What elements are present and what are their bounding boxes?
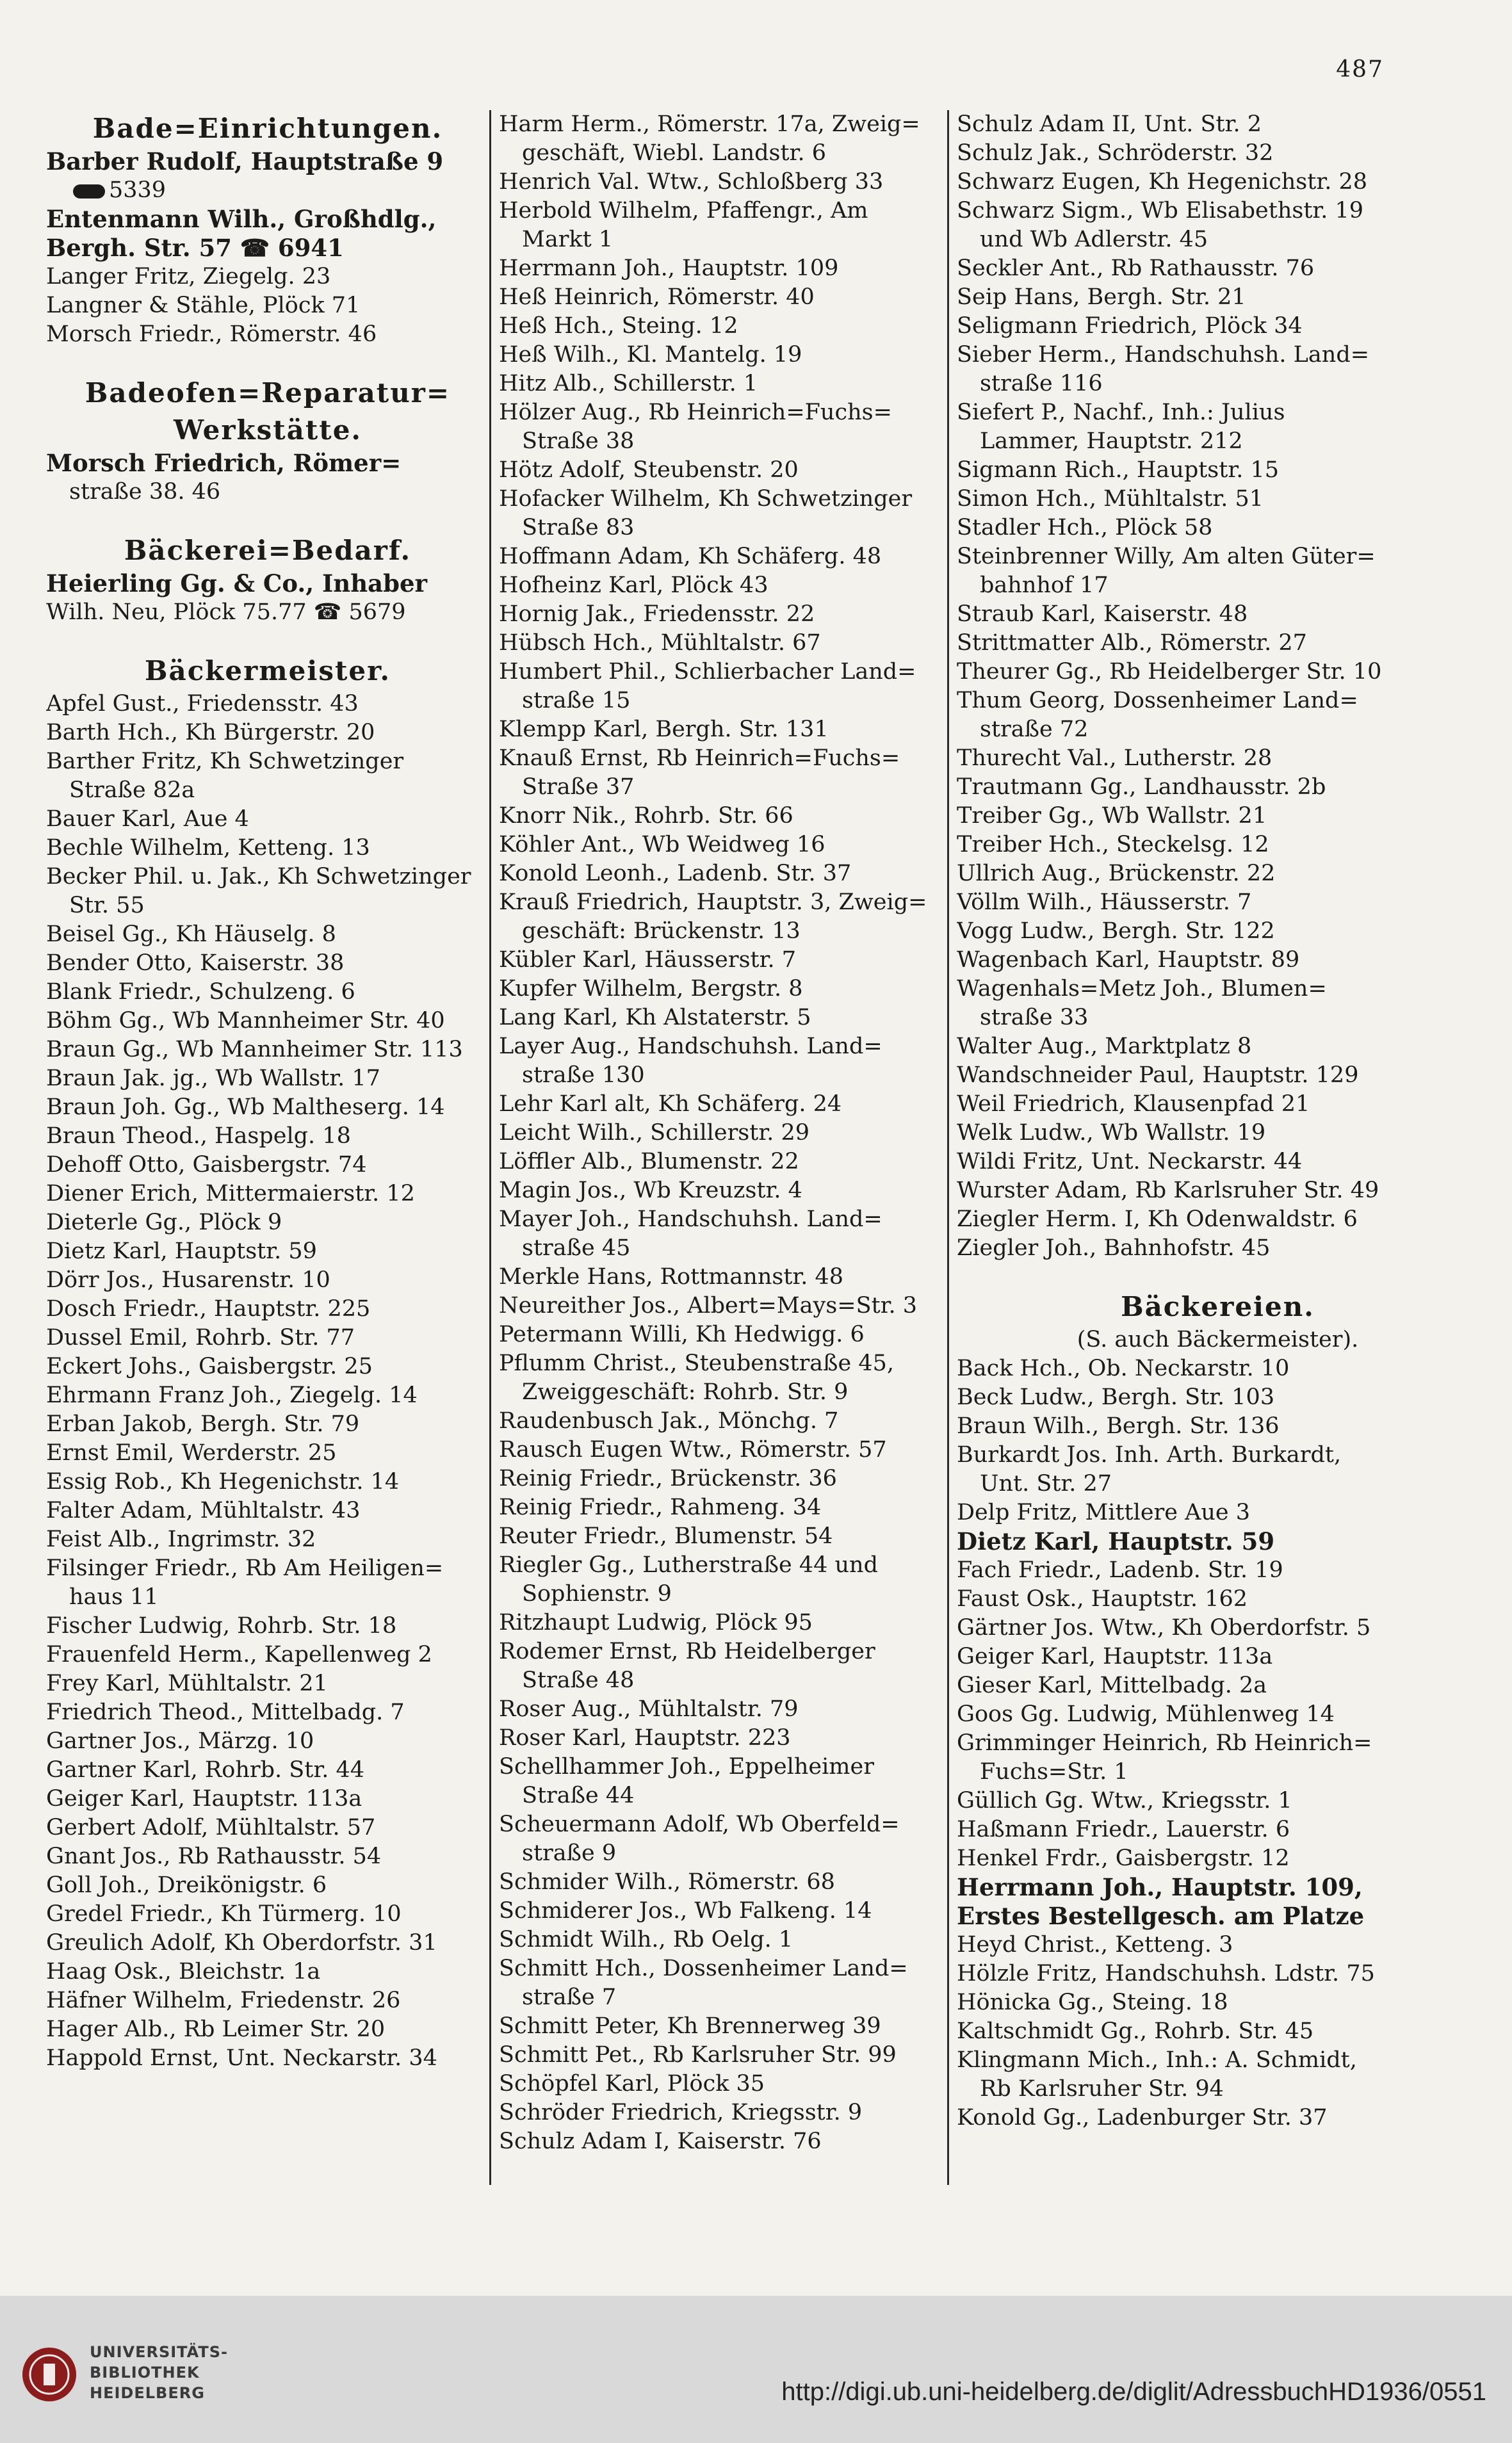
university-seal-icon [20, 2346, 78, 2403]
directory-entry: Seckler Ant., Rb Rathausstr. 76 [957, 256, 1315, 281]
section-heading: Bäckereien. [1121, 1291, 1315, 1322]
directory-entry-continuation: geschäft: Brückenstr. 13 [522, 918, 801, 944]
directory-entry: Reinig Friedr., Brückenstr. 36 [499, 1466, 837, 1491]
directory-entry: Haag Osk., Bleichstr. 1a [46, 1959, 321, 1984]
directory-entry: Beck Ludw., Bergh. Str. 103 [957, 1384, 1275, 1410]
directory-entry-continuation: Straße 44 [522, 1783, 635, 1808]
directory-entry: Stadler Hch., Plöck 58 [957, 515, 1213, 540]
directory-entry: Klempp Karl, Bergh. Str. 131 [499, 717, 829, 742]
directory-entry: Ziegler Herm. I, Kh Odenwaldstr. 6 [957, 1206, 1358, 1232]
directory-entry-highlighted: Dietz Karl, Hauptstr. 59 [957, 1527, 1275, 1555]
directory-entry: Roser Karl, Hauptstr. 223 [499, 1725, 791, 1751]
directory-entry-continuation: Markt 1 [522, 227, 614, 252]
directory-entry: Schulz Adam II, Unt. Str. 2 [957, 111, 1262, 137]
section-heading: Badeofen=Reparatur= [85, 377, 451, 409]
directory-entry: Feist Alb., Ingrimstr. 32 [46, 1527, 316, 1552]
directory-entry: Hoffmann Adam, Kh Schäferg. 48 [499, 544, 882, 569]
directory-entry: Klingmann Mich., Inh.: A. Schmidt, [957, 2047, 1357, 2073]
directory-entry: Gartner Jos., Märzg. 10 [46, 1728, 314, 1754]
directory-entry: Kübler Karl, Häusserstr. 7 [499, 947, 797, 973]
directory-entry: Herrmann Joh., Hauptstr. 109 [499, 256, 839, 281]
directory-entry: Braun Jak. jg., Wb Wallstr. 17 [46, 1066, 380, 1091]
directory-entry: Reuter Friedr., Blumenstr. 54 [499, 1523, 833, 1549]
directory-entry: Treiber Hch., Steckelsg. 12 [957, 832, 1269, 857]
directory-entry: Strittmatter Alb., Römerstr. 27 [957, 630, 1307, 656]
directory-entry: Dosch Friedr., Hauptstr. 225 [46, 1296, 371, 1322]
directory-entry: Heyd Christ., Ketteng. 3 [957, 1932, 1233, 1958]
directory-entry: Filsinger Friedr., Rb Am Heiligen= [46, 1555, 444, 1581]
directory-entry: Seligmann Friedrich, Plöck 34 [957, 313, 1303, 339]
directory-entry: Völlm Wilh., Häusserstr. 7 [957, 889, 1252, 915]
directory-entry: Braun Joh. Gg., Wb Maltheserg. 14 [46, 1094, 445, 1120]
section-gap [46, 627, 489, 653]
directory-entry-continuation: bahnhof 17 [980, 572, 1109, 598]
directory-entry: Gnant Jos., Rb Rathausstr. 54 [46, 1844, 382, 1869]
directory-entry: Harm Herm., Römerstr. 17a, Zweig= [499, 111, 920, 137]
directory-entry: Heß Heinrich, Römerstr. 40 [499, 284, 815, 310]
telephone-icon [73, 184, 105, 199]
directory-entry-continuation: straße 38. 46 [69, 479, 221, 505]
directory-entry: Gerbert Adolf, Mühltalstr. 57 [46, 1815, 376, 1840]
directory-entry: Wildi Fritz, Unt. Neckarstr. 44 [957, 1149, 1303, 1174]
directory-entry: Schmitt Pet., Rb Karlsruher Str. 99 [499, 2042, 897, 2068]
directory-entry-continuation: Straße 82a [69, 777, 195, 803]
directory-entry: Ehrmann Franz Joh., Ziegelg. 14 [46, 1383, 418, 1408]
directory-entry: Gartner Karl, Rohrb. Str. 44 [46, 1757, 364, 1783]
directory-entry: Theurer Gg., Rb Heidelberger Str. 10 [957, 659, 1382, 685]
directory-entry: Hofacker Wilhelm, Kh Schwetzinger [499, 486, 913, 512]
directory-entry: Schulz Jak., Schröderstr. 32 [957, 140, 1274, 166]
directory-entry: Fach Friedr., Ladenb. Str. 19 [957, 1557, 1283, 1583]
directory-entry: Eckert Johs., Gaisbergstr. 25 [46, 1354, 373, 1379]
directory-entry: Becker Phil. u. Jak., Kh Schwetzinger [46, 864, 471, 889]
library-name-line: BIBLIOTHEK [90, 2364, 200, 2382]
directory-entry: Layer Aug., Handschuhsh. Land= [499, 1034, 882, 1059]
directory-entry: Hölzle Fritz, Handschuhsh. Ldstr. 75 [957, 1961, 1375, 1986]
directory-entry: Güllich Gg. Wtw., Kriegsstr. 1 [957, 1788, 1292, 1814]
directory-entry-continuation: Straße 38 [522, 428, 635, 454]
directory-entry: Geiger Karl, Hauptstr. 113a [957, 1644, 1273, 1669]
directory-entry: Diener Erich, Mittermaierstr. 12 [46, 1181, 415, 1206]
directory-entry-highlighted: Barber Rudolf, Hauptstraße 9 [46, 147, 444, 175]
directory-entry: Gärtner Jos. Wtw., Kh Oberdorfstr. 5 [957, 1615, 1371, 1641]
directory-entry: Bechle Wilhelm, Ketteng. 13 [46, 835, 370, 861]
directory-entry-continuation: straße 130 [522, 1062, 645, 1088]
directory-entry: Thum Georg, Dossenheimer Land= [957, 688, 1358, 713]
directory-entry-continuation: straße 33 [980, 1005, 1089, 1030]
directory-entry: Riegler Gg., Lutherstraße 44 und [499, 1552, 878, 1578]
directory-entry: Mayer Joh., Handschuhsh. Land= [499, 1206, 882, 1232]
directory-entry: Leicht Wilh., Schillerstr. 29 [499, 1120, 809, 1146]
directory-entry: Hitz Alb., Schillerstr. 1 [499, 371, 758, 396]
directory-entry: Hofheinz Karl, Plöck 43 [499, 572, 768, 598]
directory-entry: Hübsch Hch., Mühltalstr. 67 [499, 630, 821, 656]
directory-entry: Vogg Ludw., Bergh. Str. 122 [957, 918, 1275, 944]
directory-entry: Böhm Gg., Wb Mannheimer Str. 40 [46, 1008, 445, 1034]
directory-entry: Barth Hch., Kh Bürgerstr. 20 [46, 720, 375, 745]
directory-entry: Knorr Nik., Rohrb. Str. 66 [499, 803, 793, 829]
directory-entry: Raudenbusch Jak., Mönchg. 7 [499, 1408, 839, 1434]
directory-entry: Treiber Gg., Wb Wallstr. 21 [957, 803, 1267, 829]
directory-entry-continuation: Unt. Str. 27 [980, 1471, 1112, 1497]
directory-entry: Schwarz Sigm., Wb Elisabethstr. 19 [957, 198, 1364, 223]
directory-entry: Burkardt Jos. Inh. Arth. Burkardt, [957, 1442, 1342, 1468]
directory-entry: Goll Joh., Dreikönigstr. 6 [46, 1872, 327, 1898]
section-heading: Bäckermeister. [144, 655, 391, 686]
directory-entry: Bauer Karl, Aue 4 [46, 806, 249, 832]
directory-entry: Hönicka Gg., Steing. 18 [957, 1990, 1228, 2015]
section-heading: Bade=Einrichtungen. [92, 113, 443, 144]
directory-entry: Magin Jos., Wb Kreuzstr. 4 [499, 1178, 802, 1203]
directory-entry: Essig Rob., Kh Hegenichstr. 14 [46, 1469, 400, 1495]
directory-entry-continuation: Straße 83 [522, 515, 635, 540]
directory-entry: Humbert Phil., Schlierbacher Land= [499, 659, 916, 685]
directory-entry: Heß Hch., Steing. 12 [499, 313, 738, 339]
directory-entry: Köhler Ant., Wb Weidweg 16 [499, 832, 825, 857]
directory-entry: Sieber Herm., Handschuhsh. Land= [957, 342, 1370, 368]
directory-entry: Apfel Gust., Friedensstr. 43 [46, 691, 359, 717]
directory-entry: Welk Ludw., Wb Wallstr. 19 [957, 1120, 1266, 1146]
directory-entry: Schöpfel Karl, Plöck 35 [499, 2071, 765, 2097]
directory-entry-continuation: Sophienstr. 9 [522, 1581, 672, 1607]
directory-entry-continuation: und Wb Adlerstr. 45 [980, 227, 1208, 252]
directory-entry: Geiger Karl, Hauptstr. 113a [46, 1786, 362, 1812]
directory-entry-highlighted: Heierling Gg. & Co., Inhaber [46, 569, 427, 597]
directory-entry: Schmider Wilh., Römerstr. 68 [499, 1869, 835, 1895]
directory-entry: Schmiderer Jos., Wb Falkeng. 14 [499, 1898, 872, 1924]
directory-entry: Bender Otto, Kaiserstr. 38 [46, 950, 345, 976]
directory-entry: Rausch Eugen Wtw., Römerstr. 57 [499, 1437, 887, 1463]
directory-entry: Scheuermann Adolf, Wb Oberfeld= [499, 1812, 900, 1837]
directory-entry: Petermann Willi, Kh Hedwigg. 6 [499, 1322, 865, 1347]
directory-entry: Hager Alb., Rb Leimer Str. 20 [46, 2017, 386, 2042]
directory-entry: Löffler Alb., Blumenstr. 22 [499, 1149, 799, 1174]
directory-entry-continuation: Lammer, Hauptstr. 212 [980, 428, 1243, 454]
column-right [947, 110, 1479, 2185]
directory-entry: Merkle Hans, Rottmannstr. 48 [499, 1264, 844, 1290]
directory-entry: Weil Friedrich, Klausenpfad 21 [957, 1091, 1310, 1117]
directory-entry-continuation: straße 15 [522, 688, 631, 713]
library-name [90, 2342, 228, 2403]
directory-entry: Back Hch., Ob. Neckarstr. 10 [957, 1356, 1290, 1381]
directory-entry: Hornig Jak., Friedensstr. 22 [499, 601, 815, 627]
directory-entry: Greulich Adolf, Kh Oberdorfstr. 31 [46, 1930, 437, 1956]
directory-entry: Braun Wilh., Bergh. Str. 136 [957, 1413, 1280, 1439]
directory-entry: Braun Gg., Wb Mannheimer Str. 113 [46, 1037, 463, 1062]
directory-entry: Ziegler Joh., Bahnhofstr. 45 [957, 1235, 1271, 1261]
directory-entry: Frauenfeld Herm., Kapellenweg 2 [46, 1642, 432, 1668]
directory-entry-highlighted: Entenmann Wilh., Großhdlg., [46, 205, 437, 233]
directory-entry: Langner & Stähle, Plöck 71 [46, 293, 361, 318]
directory-entry: Dieterle Gg., Plöck 9 [46, 1210, 282, 1235]
column-left [46, 110, 489, 2185]
directory-entry: Herbold Wilhelm, Pfaffengr., Am [499, 198, 868, 223]
directory-entry-continuation: straße 72 [980, 717, 1089, 742]
directory-entry: Gieser Karl, Mittelbadg. 2a [957, 1673, 1267, 1698]
directory-entry-highlighted: Erstes Bestellgesch. am Platze [957, 1902, 1365, 1930]
directory-entry: Wagenbach Karl, Hauptstr. 89 [957, 947, 1300, 973]
directory-entry: Reinig Friedr., Rahmeng. 34 [499, 1495, 822, 1520]
directory-entry: Henrich Val. Wtw., Schloßberg 33 [499, 169, 884, 195]
directory-entry: Henkel Frdr., Gaisbergstr. 12 [957, 1846, 1290, 1871]
source-url-link[interactable]: http://digi.ub.uni-heidelberg.de/diglit/AdressbuchHD1936/0551 [781, 2378, 1486, 2406]
directory-entry: Konold Gg., Ladenburger Str. 37 [957, 2105, 1328, 2131]
directory-entry: Sigmann Rich., Hauptstr. 15 [957, 457, 1280, 483]
directory-entry: Grimminger Heinrich, Rb Heinrich= [957, 1730, 1372, 1756]
directory-entry: Hötz Adolf, Steubenstr. 20 [499, 457, 799, 483]
column-middle [489, 110, 947, 2185]
section-note: (S. auch Bäckermeister). [1077, 1327, 1359, 1352]
directory-entry: Beisel Gg., Kh Häuselg. 8 [46, 921, 336, 947]
directory-entry: Trautmann Gg., Landhausstr. 2b [957, 774, 1326, 800]
directory-entry: Kupfer Wilhelm, Bergstr. 8 [499, 976, 803, 1002]
directory-entry: Friedrich Theod., Mittelbadg. 7 [46, 1700, 405, 1725]
directory-entry: Ernst Emil, Werderstr. 25 [46, 1440, 337, 1466]
directory-entry-highlighted: Bergh. Str. 57 ☎ 6941 [46, 234, 344, 262]
directory-entry: Heß Wilh., Kl. Mantelg. 19 [499, 342, 802, 368]
section-heading: Werkstätte. [173, 414, 362, 446]
directory-entry: Wagenhals=Metz Joh., Blumen= [957, 976, 1327, 1002]
directory-entry: Häfner Wilhelm, Friedenstr. 26 [46, 1988, 401, 2013]
directory-entry: Walter Aug., Marktplatz 8 [957, 1034, 1252, 1059]
directory-entry: Schmitt Peter, Kh Brennerweg 39 [499, 2013, 881, 2039]
directory-entry: Wandschneider Paul, Hauptstr. 129 [957, 1062, 1359, 1088]
directory-entry: Haßmann Friedr., Lauerstr. 6 [957, 1817, 1290, 1842]
directory-entry-continuation: straße 45 [522, 1235, 631, 1261]
directory-entry-continuation: haus 11 [69, 1584, 159, 1610]
directory-entry-continuation: straße 9 [522, 1840, 617, 1866]
directory-entry: Morsch Friedr., Römerstr. 46 [46, 321, 377, 347]
directory-entry: Fischer Ludwig, Rohrb. Str. 18 [46, 1613, 397, 1639]
directory-entry: Straub Karl, Kaiserstr. 48 [957, 601, 1248, 627]
directory-entry: Wurster Adam, Rb Karlsruher Str. 49 [957, 1178, 1379, 1203]
directory-entry: Simon Hch., Mühltalstr. 51 [957, 486, 1264, 512]
directory-entry: Hölzer Aug., Rb Heinrich=Fuchs= [499, 400, 892, 425]
directory-columns [46, 110, 1474, 2185]
directory-entry: Schröder Friedrich, Kriegsstr. 9 [499, 2100, 863, 2125]
directory-entry: Rodemer Ernst, Rb Heidelberger [499, 1639, 875, 1664]
directory-entry: Barther Fritz, Kh Schwetzinger [46, 749, 404, 774]
directory-entry: Blank Friedr., Schulzeng. 6 [46, 979, 355, 1005]
directory-entry: Neureither Jos., Albert=Mays=Str. 3 [499, 1293, 918, 1319]
directory-entry: Dussel Emil, Rohrb. Str. 77 [46, 1325, 355, 1351]
directory-entry-continuation: Rb Karlsruher Str. 94 [980, 2076, 1224, 2102]
directory-entry: Schulz Adam I, Kaiserstr. 76 [499, 2129, 822, 2154]
directory-entry: Schwarz Eugen, Kh Hegenichstr. 28 [957, 169, 1367, 195]
directory-entry-highlighted: Herrmann Joh., Hauptstr. 109, [957, 1873, 1363, 1901]
directory-entry: Schmitt Hch., Dossenheimer Land= [499, 1956, 908, 1981]
directory-entry: Krauß Friedrich, Hauptstr. 3, Zweig= [499, 889, 927, 915]
directory-entry-highlighted: Morsch Friedrich, Römer= [46, 449, 402, 477]
section-gap [46, 349, 489, 375]
directory-entry: Kaltschmidt Gg., Rohrb. Str. 45 [957, 2018, 1314, 2044]
directory-entry: Dietz Karl, Hauptstr. 59 [46, 1238, 317, 1264]
directory-entry: Schmidt Wilh., Rb Oelg. 1 [499, 1927, 793, 1952]
directory-entry: Gredel Friedr., Kh Türmerg. 10 [46, 1901, 402, 1927]
section-gap [957, 1263, 1479, 1288]
directory-entry-continuation: straße 116 [980, 371, 1103, 396]
directory-entry-continuation: Str. 55 [69, 893, 145, 918]
directory-entry: Wilh. Neu, Plöck 75.77 ☎ 5679 [46, 599, 406, 625]
directory-entry: Steinbrenner Willy, Am alten Güter= [957, 544, 1376, 569]
directory-entry: Seip Hans, Bergh. Str. 21 [957, 284, 1246, 310]
directory-entry: Thurecht Val., Lutherstr. 28 [957, 745, 1272, 771]
library-name-line: HEIDELBERG [90, 2384, 205, 2402]
directory-entry-continuation: Straße 48 [522, 1668, 635, 1693]
library-name-line: UNIVERSITÄTS- [90, 2343, 229, 2361]
directory-entry: Erban Jakob, Bergh. Str. 79 [46, 1411, 360, 1437]
directory-entry-continuation: straße 7 [522, 1984, 617, 2010]
directory-entry: Knauß Ernst, Rb Heinrich=Fuchs= [499, 745, 900, 771]
directory-entry: Dehoff Otto, Gaisbergstr. 74 [46, 1152, 367, 1178]
directory-entry: Faust Osk., Hauptstr. 162 [957, 1586, 1248, 1612]
directory-entry: Siefert P., Nachf., Inh.: Julius [957, 400, 1285, 425]
directory-entry: Ullrich Aug., Brückenstr. 22 [957, 861, 1276, 886]
page-number: 487 [1336, 56, 1384, 83]
directory-entry: Lehr Karl alt, Kh Schäferg. 24 [499, 1091, 842, 1117]
directory-entry: Konold Leonh., Ladenb. Str. 37 [499, 861, 852, 886]
directory-entry: Happold Ernst, Unt. Neckarstr. 34 [46, 2045, 437, 2071]
directory-entry: Frey Karl, Mühltalstr. 21 [46, 1671, 328, 1696]
directory-entry: Delp Fritz, Mittlere Aue 3 [957, 1500, 1251, 1525]
directory-entry-continuation: Straße 37 [522, 774, 635, 800]
directory-entry: Lang Karl, Kh Alstaterstr. 5 [499, 1005, 811, 1030]
directory-entry-continuation: Zweiggeschäft: Rohrb. Str. 9 [522, 1379, 849, 1405]
directory-entry: Roser Aug., Mühltalstr. 79 [499, 1696, 799, 1722]
section-gap [46, 507, 489, 532]
directory-entry: Goos Gg. Ludwig, Mühlenweg 14 [957, 1701, 1335, 1727]
directory-entry: Pflumm Christ., Steubenstraße 45, [499, 1351, 895, 1376]
footer-bar [0, 2296, 1512, 2443]
directory-entry: Langer Fritz, Ziegelg. 23 [46, 264, 331, 289]
phone-number: 5339 [46, 176, 489, 205]
directory-entry: Braun Theod., Haspelg. 18 [46, 1123, 351, 1149]
directory-entry: Ritzhaupt Ludwig, Plöck 95 [499, 1610, 813, 1635]
directory-entry: Dörr Jos., Husarenstr. 10 [46, 1267, 330, 1293]
section-heading: Bäckerei=Bedarf. [124, 535, 412, 566]
directory-entry: Falter Adam, Mühltalstr. 43 [46, 1498, 361, 1523]
directory-entry-continuation: geschäft, Wiebl. Landstr. 6 [522, 140, 826, 166]
directory-entry: Schellhammer Joh., Eppelheimer [499, 1754, 874, 1780]
directory-entry-continuation: Fuchs=Str. 1 [980, 1759, 1128, 1785]
